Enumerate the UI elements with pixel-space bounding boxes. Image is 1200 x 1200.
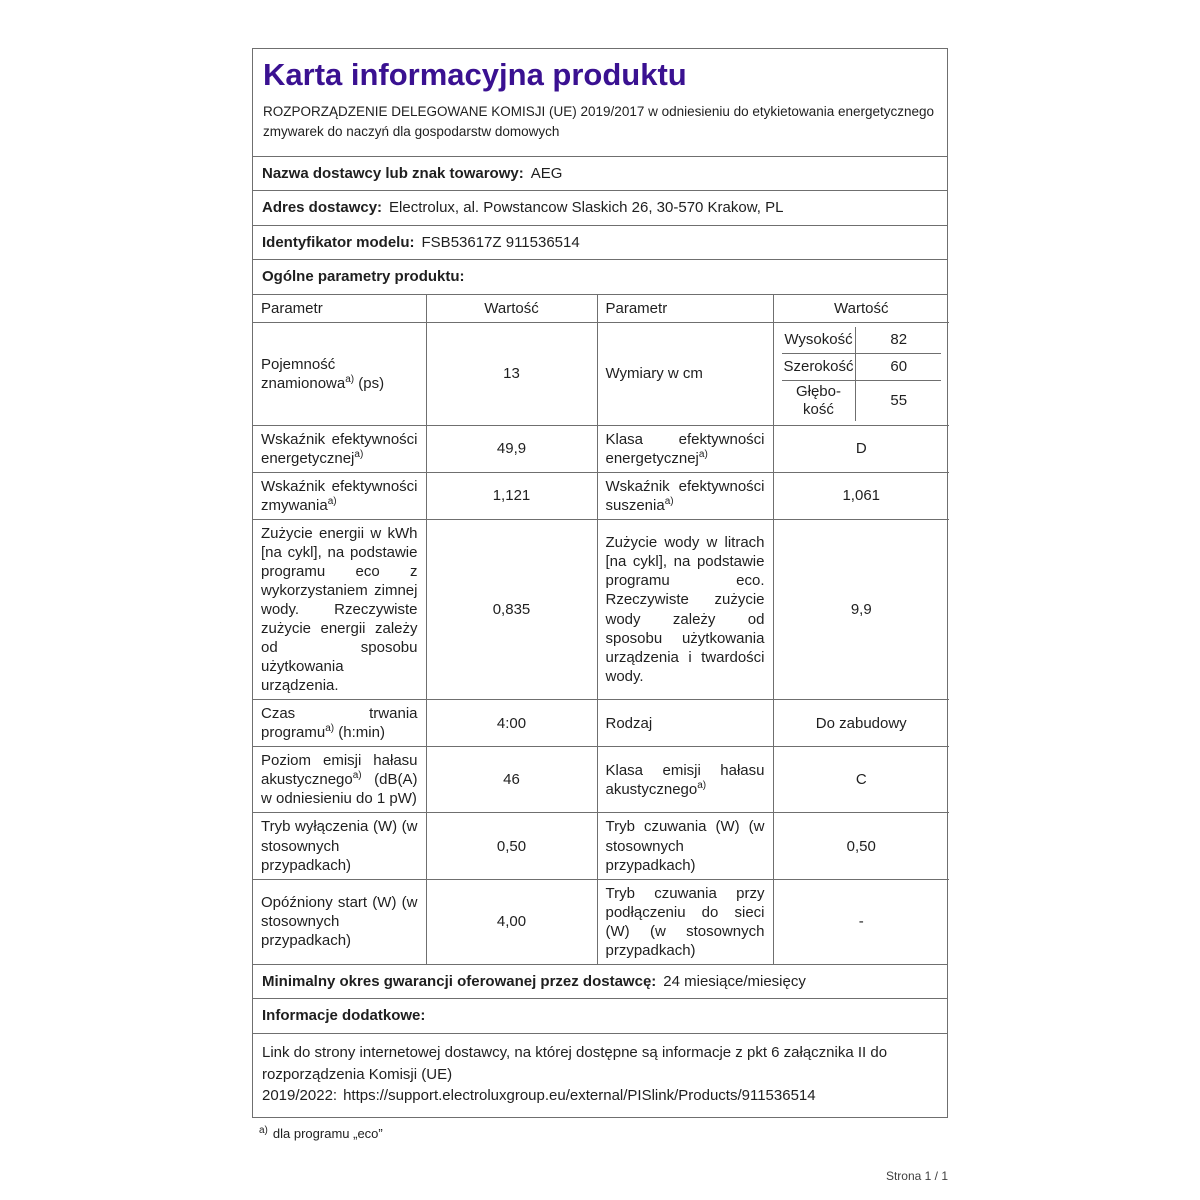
column-header-wartosc-right: Wartość [773,295,949,323]
supplier-link-row [253,1033,947,1117]
supplier-address-row [253,190,947,225]
product-information-sheet [252,48,948,1183]
supplier-name-value: AEG [530,164,563,182]
guarantee-row [253,964,947,999]
param-label: Poziom emisji hałasu akustycznego$^{a)}$ (dB(A) w odniesieniu do 1 pW) [253,747,426,813]
param-value: 0,50 [426,813,597,879]
dimension-value: 55 [890,391,908,409]
table-row-off-standby-mode [253,813,949,879]
param-value: 9,9 [773,519,949,699]
param-label: Opóźniony start (W) (w stosownych przypadkach) [253,879,426,964]
param-value: 1,121 [426,472,597,519]
param-value: C [773,747,949,813]
param-value: 4:00 [426,700,597,747]
param-label: Wymiary w cm [597,322,773,425]
supplier-link-url[interactable]: https://support.electroluxgroup.eu/external/PISlink/Products/911536514 [343,1087,816,1105]
param-value: D [773,425,949,472]
footnote-marker: a) [259,1125,268,1137]
param-value: - [773,879,949,964]
model-identifier-value: FSB53617Z 911536514 [421,233,580,251]
guarantee-label: Minimalny okres gwarancji oferowanej przez dostawcę: [262,972,657,990]
param-value: 0,50 [773,813,949,879]
param-label: Rodzaj [597,700,773,747]
param-value: 13 [426,322,597,425]
column-header-wartosc-left: Wartość [426,295,597,323]
table-row-energy-water-consumption [253,519,949,699]
param-label: Tryb czuwania przy podłączeniu do sieci (W) (w stosownych przypadkach) [597,879,773,964]
dimension-name: Wysokość [782,327,857,354]
param-label: Wskaźnik efektywności zmywania$^{a)}$ [253,472,426,519]
param-label: Czas trwania programu$^{a)}$ (h:min) [253,700,426,747]
additional-info-section-title: Informacje dodatkowe: [253,998,947,1033]
param-value: 49,9 [426,425,597,472]
param-label: Wskaźnik efektywności suszenia$^{a)}$ [597,472,773,519]
table-row-delayed-start-networked-standby [253,879,949,964]
param-label: Wskaźnik efektywności energetycznej$^{a)}$ [253,425,426,472]
supplier-address-value: Electrolux, al. Powstancow Slaskich 26, 30-570 Krakow, PL [389,199,784,217]
page-title: Karta informacyjna produktu [263,57,687,92]
param-label: Klasa emisji hałasu akustycznego$^{a)}$ [597,747,773,813]
dimension-name: Głębo-kość [782,381,857,421]
general-parameters-section-title: Ogólne parametry produktu: [253,259,947,294]
table-row-washing-drying-index [253,472,949,519]
supplier-link-lead: Link do strony internetowej dostawcy, na której dostępne są informacje z pkt 6 załącznika II do rozporządzenia Komisji (UE) 2019/2022: [262,1043,888,1105]
supplier-address-label: Adres dostawcy: [262,199,383,217]
footnote-eco-program [252,1125,948,1141]
model-identifier-label: Identyfikator modelu: [262,233,415,251]
param-label: Klasa efektywności energetycznej$^{a)}$ [597,425,773,472]
table-row-energy-class [253,425,949,472]
table-row-duration-type [253,700,949,747]
column-header-parametr-right: Parametr [597,295,773,323]
param-value: 1,061 [773,472,949,519]
dimension-value: 82 [856,327,941,354]
table-row-capacity-dimensions [253,322,949,425]
parameters-table-wrap [253,294,947,964]
parameters-table [253,295,949,964]
param-label: Pojemność znamionowa$^{a)}$ (ps) [253,322,426,425]
param-value: Do zabudowy [773,700,949,747]
footnote-text: dla programu „eco” [272,1126,383,1142]
column-header-parametr-left: Parametr [253,295,426,323]
param-value: 4,00 [426,879,597,964]
table-header-row [253,295,949,323]
param-label: Zużycie wody w litrach [na cykl], na podstawie programu eco. Rzeczywiste zużycie wody zależy od sposobu użytkowania urządzenia i twardości wody. [597,519,773,699]
dimension-value: 60 [856,354,941,381]
sheet-border-box [252,48,948,1118]
param-value: 0,835 [426,519,597,699]
table-row-noise [253,747,949,813]
param-label: Tryb wyłączenia (W) (w stosownych przypadkach) [253,813,426,879]
dimension-name: Szerokość [782,354,857,381]
model-identifier-row [253,225,947,260]
param-label: Tryb czuwania (W) (w stosownych przypadkach) [597,813,773,879]
regulation-text: ROZPORZĄDZENIE DELEGOWANE KOMISJI (UE) 2019/2017 w odniesieniu do etykietowania energetycznego zmywarek do naczyń dla gospodarstw domowych [263,104,935,140]
param-value: 46 [426,747,597,813]
supplier-name-label: Nazwa dostawcy lub znak towarowy: [262,164,524,182]
supplier-name-row [253,156,947,191]
guarantee-value: 24 miesiące/miesięcy [663,972,806,990]
sheet-header [253,49,947,156]
page-number: Strona 1 / 1 [885,1169,948,1184]
param-label: Zużycie energii w kWh [na cykl], na podstawie programu eco z wykorzystaniem zimnej wody. Rzeczywiste zużycie energii zależy od sposobu użytkowania urządzenia. [253,519,426,699]
dimensions-subtable [773,322,949,425]
